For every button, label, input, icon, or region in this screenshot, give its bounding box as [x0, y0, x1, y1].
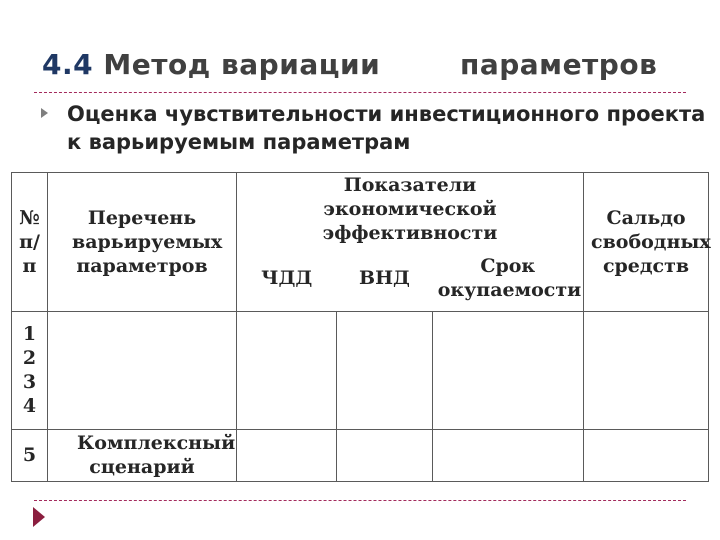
- header-balance: [584, 173, 709, 312]
- row-number: 4: [22, 395, 37, 417]
- irr-cell: [337, 311, 433, 429]
- triangle-next-icon: [33, 507, 45, 527]
- header-params: [48, 173, 237, 312]
- scenario-label: Комплексный сценарий: [77, 432, 236, 478]
- row-number: 1: [22, 323, 37, 345]
- payback-cell: [433, 311, 584, 429]
- row-numbers-cell: [12, 311, 48, 429]
- header-payback: [433, 245, 584, 311]
- sensitivity-table: [11, 172, 709, 482]
- title-text-part1: Метод вариации: [103, 48, 381, 81]
- footer-divider: [34, 500, 686, 501]
- triangle-bullet-icon: [41, 108, 48, 118]
- header-irr-label: ВНД: [359, 266, 410, 289]
- bullet-text: Оценка чувствительности инвестиционного проекта к варьируемым параметрам: [67, 102, 706, 154]
- title-number: 4.4: [42, 48, 94, 81]
- params-cell: [48, 311, 237, 429]
- header-params-label: Перечень варьируемых параметров: [72, 206, 223, 277]
- row-number-5-label: 5: [22, 444, 37, 466]
- npv-cell: [237, 429, 337, 481]
- irr-cell: [337, 429, 433, 481]
- header-irr: [337, 245, 433, 311]
- row-number: 3: [22, 371, 37, 393]
- header-balance-label: Сальдо свободных средств: [591, 206, 711, 277]
- slide-title: [42, 48, 692, 81]
- header-npv-label: ЧДД: [261, 266, 313, 289]
- header-num-label: № п/п: [19, 206, 40, 277]
- header-npv: [237, 245, 337, 311]
- row-number: 2: [22, 347, 37, 369]
- balance-cell: [584, 429, 709, 481]
- balance-cell: [584, 311, 709, 429]
- header-payback-label: Срок окупаемости: [437, 254, 582, 301]
- title-divider: [34, 92, 686, 93]
- title-text-part2: параметров: [460, 48, 658, 81]
- header-num: [12, 173, 48, 312]
- header-indicators-label: Показатели экономической эффективности: [322, 174, 498, 244]
- row-number-5: [12, 429, 48, 481]
- npv-cell: [237, 311, 337, 429]
- header-indicators-group: [237, 173, 584, 246]
- payback-cell: [433, 429, 584, 481]
- scenario-cell: [48, 429, 237, 481]
